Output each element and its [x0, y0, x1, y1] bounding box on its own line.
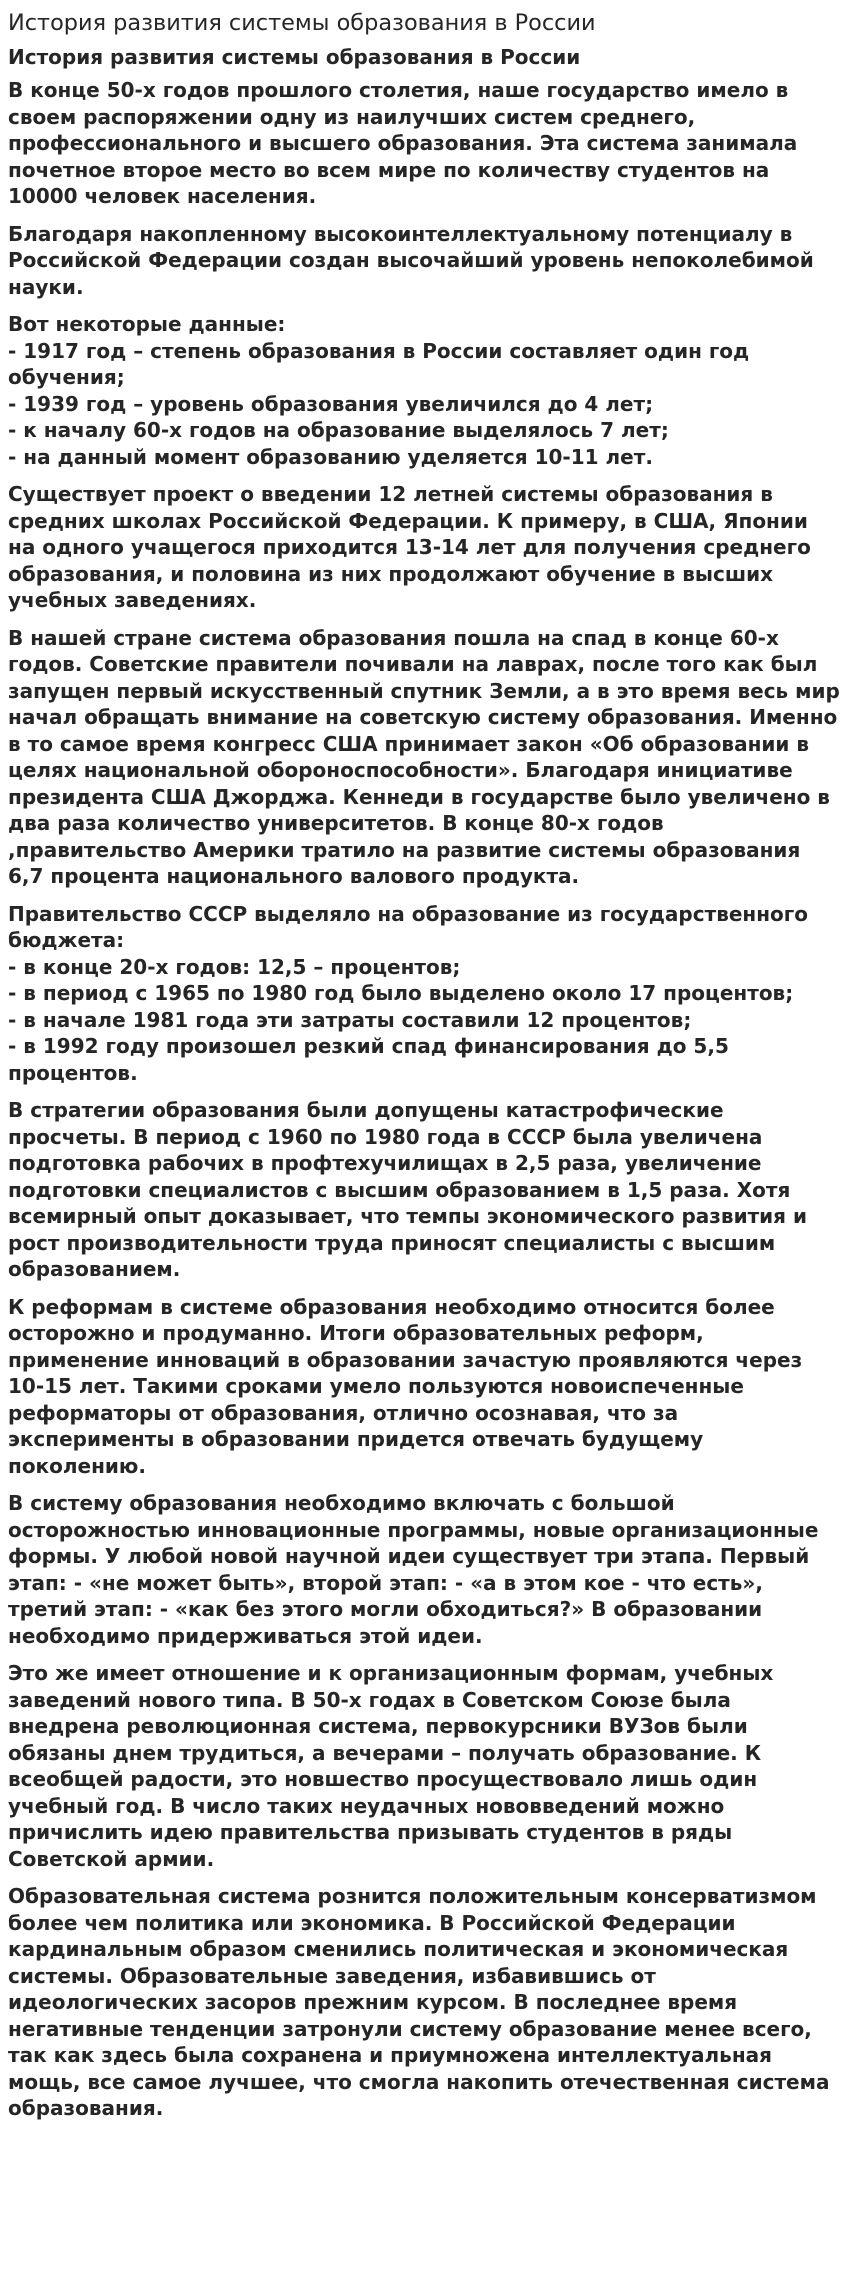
list-item: - 1917 год – степень образования в России составляет один год обучения;	[8, 338, 750, 389]
paragraph-reforms: К реформам в системе образования необходимо относится более осторожно и продуманно. Итоги образовательных реформ, применение инноваций в образовании зачастую проявляются через 10-15 лет. Такими сроками умело пользуются новоиспеченные реформаторы от образования, отлично осознавая, что за эксперименты в образовании придется отвечать будущему поколению.	[8, 1294, 803, 1478]
paragraph-decline: В нашей стране система образования пошла на спад в конце 60-х годов. Советские правители почивали на лаврах, после того как был запущен первый искусственный спутник Земли, а в это время весь мир начал обращать внимание на советскую систему образования. Именно в то самое время конгресс США принимает закон «Об образовании в целях национальной обороноспособности». Благодаря инициативе президента США Джорджа. Кеннеди в государстве было увеличено в два раза количество университетов. В конце 80-х годов ,правительство Америки тратило на развитие системы образования 6,7 процента национального валового продукта.	[8, 625, 840, 888]
paragraph-strategy: В стратегии образования были допущены катастрофические просчеты. В период с 1960 по 1980 года в СССР была увеличена подготовка рабочих в профтехучилищах в 2,5 раза, увеличение подготовки специалистов с высшим образованием в 1,5 раза. Хотя всемирный опыт доказывает, что темпы экономического развития и рост производительности труда приносят специалисты с высшим образованием.	[8, 1098, 808, 1281]
list-item: - в 1992 году произошел резкий спад финансирования до 5,5 процентов.	[8, 1034, 729, 1085]
list-item: - в период с 1965 по 1980 год было выделено около 17 процентов;	[8, 981, 794, 1005]
paragraph-data-list	[8, 311, 841, 470]
paragraph-potential: Благодаря накопленному высокоинтеллектуальному потенциалу в Российской Федерации создан высочайший уровень непоколебимой науки.	[8, 221, 814, 299]
page-title: История развития системы образования в России	[8, 10, 596, 36]
list-item: - 1939 год – уровень образования увеличился до 4 лет;	[8, 391, 654, 416]
paragraph-conservatism: Образовательная система рознится положительным консерватизмом более чем политика или экономика. В Российской Федерации кардинальным образом сменились политическая и экономическая системы. Образовательные заведения, избавившись от идеологических засоров прежним курсом. В последнее время негативные тенденции затронули систему образование менее всего, так как здесь была сохранена и приумножена интеллектуальная мощь, все самое лучшее, что смогла накопить отечественная система образования.	[8, 1884, 830, 2120]
list-item: - на данный момент образованию уделяется 10-11 лет.	[8, 444, 653, 469]
list-item: - в начале 1981 года эти затраты составили 12 процентов;	[8, 1007, 692, 1032]
list-item: - в конце 20-х годов: 12,5 – процентов;	[8, 954, 461, 979]
article-heading: История развития системы образования в России	[8, 45, 581, 69]
paragraph-intro: В конце 50-х годов прошлого столетия, наше государство имело в своем распоряжении одну из наилучших систем среднего, профессионального и высшего образования. Эта система занимала почетное второе место во всем мире по количеству студентов на 10000 человек населения.	[8, 78, 798, 208]
list-item: - к началу 60-х годов на образование выделялось 7 лет;	[8, 418, 669, 442]
list-intro: Вот некоторые данные:	[8, 312, 286, 336]
paragraph-org-forms: Это же имеет отношение и к организационным формам, учебных заведений нового типа. В 50-х годах в Советском Союзе была внедрена революционная система, первокурсники ВУЗов были обязаны днем трудиться, а вечерами – получать образование. К всеобщей радости, это новшество просуществовало лишь один учебный год. В число таких неудачных нововведений можно причислить идею правительства призывать студентов в ряды Советской армии.	[8, 1661, 774, 1871]
list-intro: Правительство СССР выделяло на образование из государственного бюджета:	[8, 901, 808, 952]
paragraph-12-year-project: Существует проект о введении 12 летней системы образования в средних школах Российской Федерации. К примеру, в США, Японии на одного учащегося приходится 13-14 лет для получения среднего образования, и половина из них продолжают обучение в высших учебных заведениях.	[8, 482, 811, 612]
paragraph-budget-list	[8, 901, 841, 1087]
paragraph-innovations: В систему образования необходимо включать с большой осторожностью инновационные программы, новые организационные формы. У любой новой научной идеи существует три этапа. Первый этап: - «не может быть», второй этап: - «а в этом кое - что есть», третий этап: - «как без этого могли обходиться?» В образовании необходимо придерживаться этой идеи.	[8, 1491, 819, 1648]
